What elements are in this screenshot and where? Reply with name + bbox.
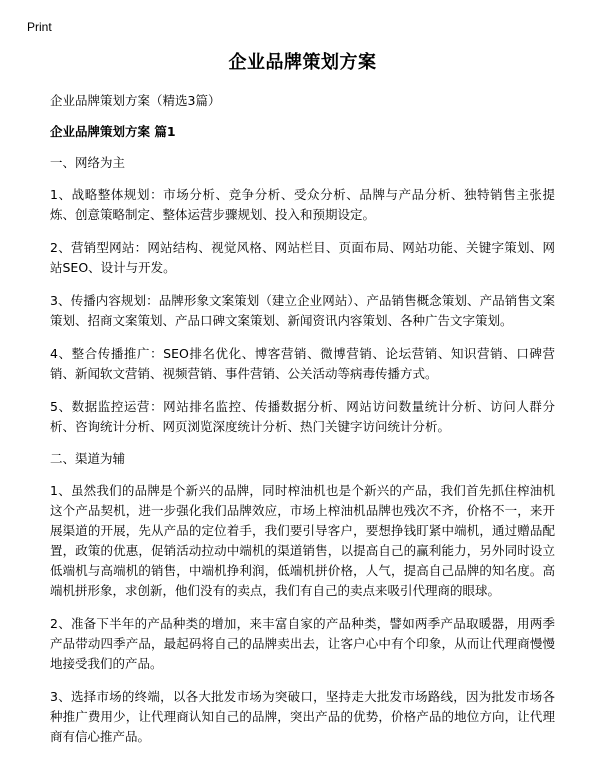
page-title: 企业品牌策划方案 [228, 52, 377, 73]
paragraph: 1、战略整体规划：市场分析、竞争分析、受众分析、品牌与产品分析、独特销售主张提炼、创意策略制定、整体运营步骤规划、投入和预期设定。 [50, 187, 555, 222]
article-heading: 企业品牌策划方案 篇1 [50, 124, 176, 139]
section-heading: 二、渠道为辅 [50, 451, 126, 466]
document-subtitle: 企业品牌策划方案（精选3篇） [50, 93, 221, 108]
paragraph: 4、整合传播推广：SEO排名优化、博客营销、微博营销、论坛营销、知识营销、口碑营销、新闻软文营销、视频营销、事件营销、公关活动等病毒传播方式。 [50, 346, 555, 381]
paragraph: 5、数据监控运营：网站排名监控、传播数据分析、网站访问数量统计分析、访问人群分析、咨询统计分析、网页浏览深度统计分析、热门关键字访问统计分析。 [50, 399, 555, 434]
document [50, 48, 555, 760]
paragraph: 3、传播内容规划：品牌形象文案策划（建立企业网站）、产品销售概念策划、产品销售文案策划、招商文案策划、产品口碑文案策划、新闻资讯内容策划、各种广告文字策划。 [50, 293, 555, 328]
paragraph: 2、营销型网站：网站结构、视觉风格、网站栏目、页面布局、网站功能、关键字策划、网站SEO、设计与开发。 [50, 240, 555, 275]
paragraph: 1、虽然我们的品牌是个新兴的品牌，同时榨油机也是个新兴的产品，我们首先抓住榨油机这个产品契机，进一步强化我们品牌效应，市场上榨油机品牌也残次不齐，价格不一，来开展渠道的开展，先从产品的定位着手，我们要引导客户，要想挣钱盯紧中端机，通过赠品配置，政策的优惠，促销活动拉动中端机的渠道销售，以提高自己的赢利能力，另外同时设立低端机与高端机的销售，中端机挣利润，低端机拼价格，人气，提高自己品牌的知名度。高端机拼形象，求创新，他们没有的卖点，我们有自己的卖点来吸引代理商的眼球。 [50, 483, 555, 598]
print-link[interactable]: Print [27, 20, 52, 34]
paragraph: 3、选择市场的终端，以各大批发市场为突破口，坚持走大批发市场路线，因为批发市场各种推广费用少，让代理商认知自己的品牌，突出产品的优势，价格产品的地位方向，让代理商有信心推产品。 [50, 689, 555, 744]
paragraph: 2、准备下半年的产品种类的增加，来丰富自家的产品种类，譬如两季产品取暖器，用两季产品带动四季产品，最起码将自己的品牌卖出去，让客户心中有个印象，从而让代理商慢慢地接受我们的产品。 [50, 616, 555, 671]
section-heading: 一、网络为主 [50, 155, 126, 170]
